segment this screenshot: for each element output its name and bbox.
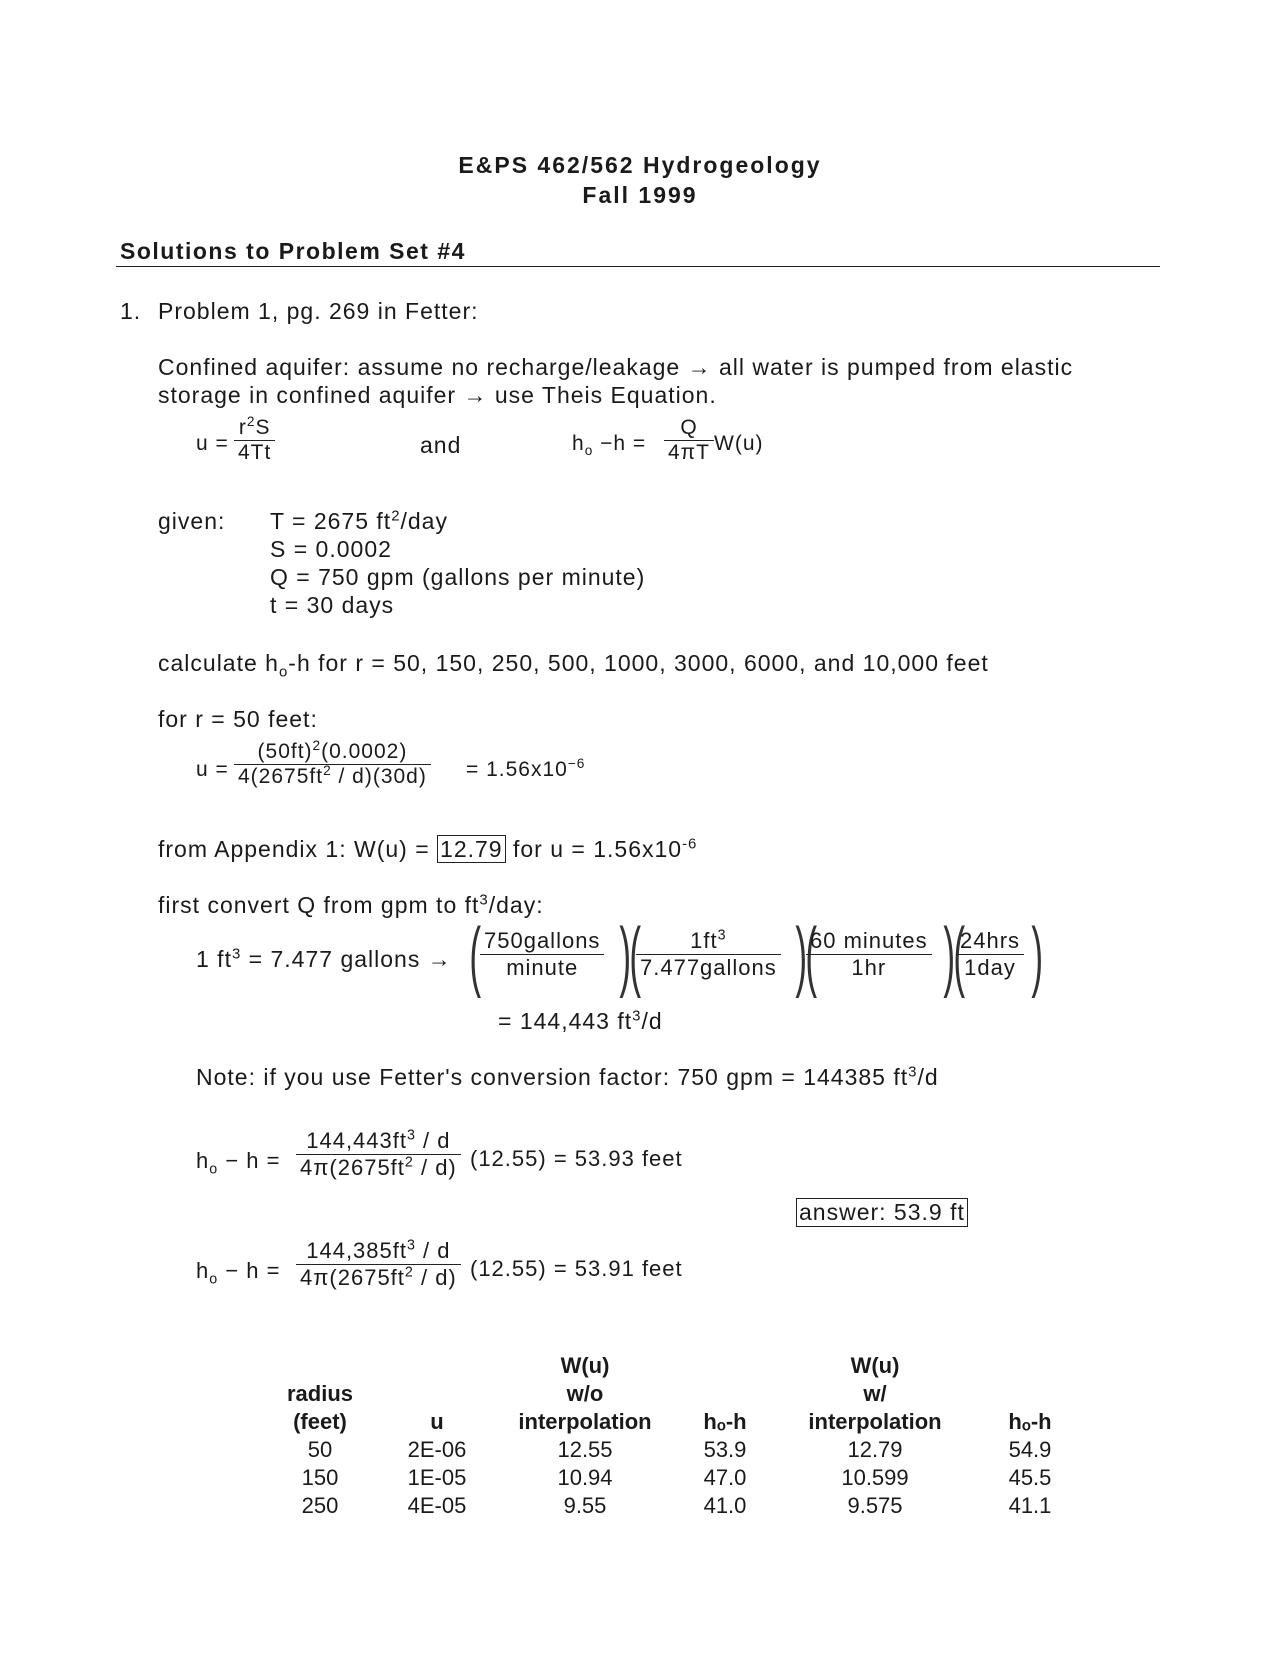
problem-title: Problem 1, pg. 269 in Fetter: (158, 298, 479, 324)
intro-line-1: Confined aquifer: assume no recharge/leakage → all water is pumped from elastic (158, 354, 1074, 380)
eq-u-denominator: 4Tt (234, 440, 275, 465)
paren-open: ( (805, 911, 818, 999)
paren-close: ) (943, 911, 956, 999)
eq-u-numerator: $r^2S$ (238, 414, 271, 439)
convert-result: = 144,443 $ft^3/d$ (498, 1007, 663, 1034)
eq-h-fraction (664, 416, 714, 465)
col-header-u: u (430, 1409, 444, 1434)
drawdown-1-lhs: $h_o - h$ = (196, 1148, 281, 1178)
paren-close: ) (795, 911, 808, 999)
paren-close: ) (619, 911, 632, 999)
u-calc-fraction (234, 740, 431, 789)
given-item: Q = 750 gpm (gallons per minute) (270, 564, 646, 590)
appendix-line: from Appendix 1: W(u) = 12.79 for $u = 1.56x10^{-6}$ (158, 835, 698, 862)
eq-h-tail: W(u) (714, 432, 764, 455)
eq-h-numerator: Q (680, 416, 698, 439)
paren-close: ) (1031, 911, 1044, 999)
header-rule (116, 266, 1160, 267)
answer-box: answer: 53.9 ft (796, 1198, 968, 1227)
u-calc-result: = $1.56x10^{-6}$ (466, 756, 586, 781)
col-header-drawdown: hₒ-h (703, 1409, 747, 1434)
eq-u-fraction (234, 416, 275, 465)
conversion-factor-1: 750gallons minute (480, 928, 604, 981)
col-header-radius: radius (feet) (286, 1381, 354, 1434)
u-calc-denominator: $4(2675ft^2 / d)(30d)$ (234, 764, 431, 789)
section-title: Solutions to Problem Set #4 (120, 238, 466, 264)
given-item: T = 2675 $ft^2$/day (270, 507, 448, 534)
drawdown-2-lhs: $h_o - h$ = (196, 1258, 281, 1288)
u-calc-numerator: $(50ft)^2(0.0002)$ (257, 738, 408, 763)
table-row: 250 4E-05 9.55 41.0 9.575 41.1 (301, 1493, 1052, 1518)
for-r-label: for r = 50 feet: (158, 706, 318, 732)
wu-boxed-value: 12.79 (437, 835, 506, 863)
intro-line-2: storage in confined aquifer → use Theis Equation. (158, 382, 717, 408)
eq-h-denominator: 4πT (664, 440, 714, 465)
conversion-factor-2: $1ft^3$ 7.477gallons (636, 928, 781, 981)
eq-and: and (420, 432, 462, 458)
u-calc-lhs: u = (196, 758, 229, 781)
convert-lhs: 1 $ft^3 = 7.477$ gallons → (196, 945, 452, 972)
term-label: Fall 1999 (582, 182, 698, 208)
drawdown-2-result: (12.55) = 53.91 feet (470, 1256, 683, 1281)
conversion-factor-3: 60 minutes 1hr (806, 928, 932, 981)
table-row: 150 1E-05 10.94 47.0 10.599 45.5 (301, 1465, 1052, 1490)
eq-h-lhs: $h_o -h$ = (572, 432, 647, 459)
problem-number: 1. (120, 298, 142, 324)
conversion-factor-4: 24hrs 1day (956, 928, 1024, 981)
drawdown-2-fraction: $\frac{144,385ft^3 / d}{4\pi(2675ft^2 / d)}$ (296, 1238, 461, 1291)
col-header-drawdown-interp: hₒ-h (1008, 1409, 1052, 1434)
given-item: t = 30 days (270, 592, 395, 618)
calculate-line: calculate $h_o-h$ for r = 50, 150, 250, 500, 1000, 3000, 6000, and 10,000 feet (158, 650, 989, 681)
table-row: 50 2E-06 12.55 53.9 12.79 54.9 (307, 1437, 1052, 1462)
course-title: E&PS 462/562 Hydrogeology (458, 152, 822, 178)
paren-open: ( (953, 911, 966, 999)
results-table (266, 1352, 1090, 1520)
col-header-wu-without: W(u) w/o interpolation (518, 1353, 652, 1434)
drawdown-1-result: (12.55) = 53.93 feet (470, 1146, 683, 1171)
note-line: Note: if you use Fetter's conversion factor: 750 gpm = 144385 $ft^3/d$ (196, 1063, 939, 1090)
col-header-wu-with: W(u) w/ interpolation (808, 1353, 942, 1434)
convert-heading: first convert Q from gpm to $ft^3$/day: (158, 891, 544, 918)
given-label: given: (158, 508, 226, 534)
paren-open: ( (629, 911, 642, 999)
drawdown-1-fraction: $\frac{144,443ft^3 / d}{4\pi(2675ft^2 / d)}$ (296, 1128, 461, 1181)
eq-u-lhs: u = (196, 432, 229, 455)
given-item: S = 0.0002 (270, 536, 392, 562)
paren-open: ( (469, 911, 482, 999)
